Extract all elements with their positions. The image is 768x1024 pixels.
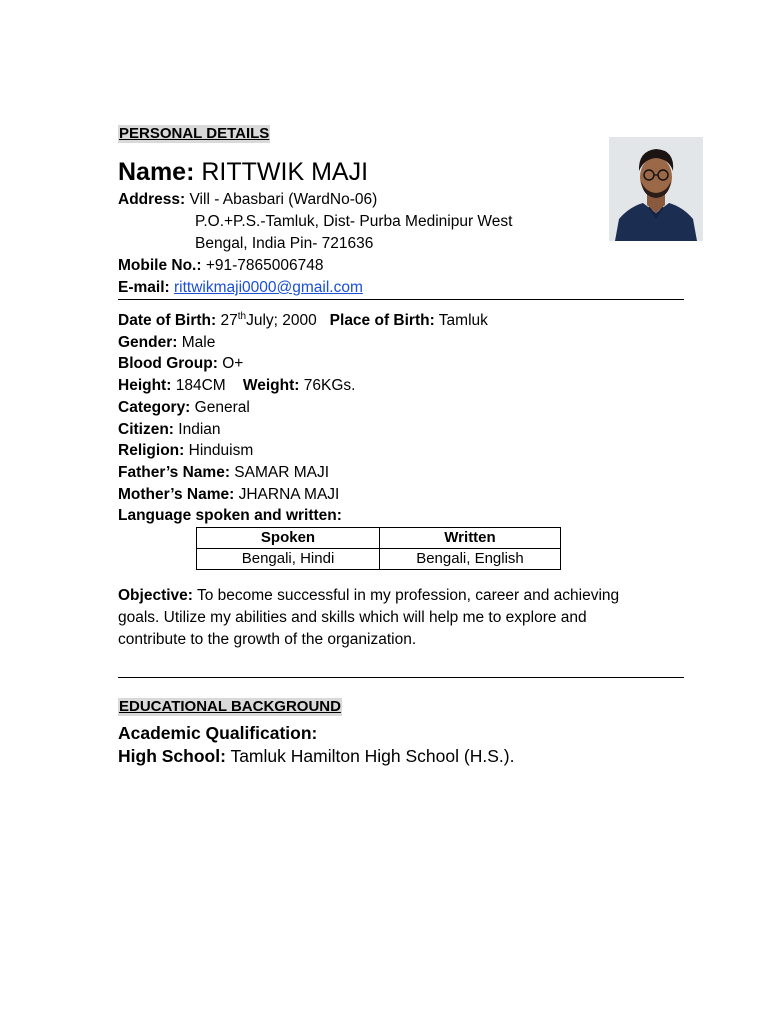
gender-row — [118, 333, 215, 353]
personal-details-heading: PERSONAL DETAILS — [119, 125, 270, 142]
name-line — [118, 157, 368, 187]
weight-label: Weight: — [242, 377, 300, 394]
address-row — [118, 190, 377, 210]
address-label: Address: — [118, 191, 186, 208]
category-label: Category: — [118, 399, 191, 416]
objective-label: Objective: — [118, 587, 193, 604]
high-school-label: High School: — [118, 746, 226, 766]
height-weight-row — [118, 376, 355, 396]
pob-label: Place of Birth: — [329, 312, 435, 329]
email-row — [118, 278, 363, 298]
name-value: RITTWIK MAJI — [201, 158, 369, 186]
mother-name-value: JHARNA MAJI — [238, 486, 340, 503]
mobile-value: +91-7865006748 — [205, 257, 324, 274]
father-name-label: Father’s Name: — [118, 464, 230, 481]
mother-name-label: Mother’s Name: — [118, 486, 235, 503]
blood-group-value: O+ — [222, 355, 244, 372]
email-link[interactable]: rittwikmaji0000@gmail.com — [174, 279, 363, 296]
citizen-value: Indian — [178, 421, 221, 438]
gender-label: Gender: — [118, 334, 178, 351]
citizen-label: Citizen: — [118, 421, 174, 438]
dob-rest: July; 2000 — [246, 312, 317, 329]
mobile-row — [118, 256, 324, 276]
citizen-row — [118, 420, 221, 440]
name-label: Name: — [118, 158, 195, 186]
language-row — [118, 506, 342, 526]
objective-text: To become successful in my profession, career and achieving goals. Utilize my abilities and skills which will help me to explore and contribute to the growth of the organization. — [118, 587, 620, 648]
email-label: E-mail: — [118, 279, 170, 296]
profile-photo — [609, 137, 703, 241]
dob-suffix: th — [237, 310, 247, 322]
objective-paragraph — [118, 585, 638, 651]
written-header: Written — [380, 528, 561, 549]
category-row — [118, 398, 250, 418]
blood-group-row — [118, 354, 243, 374]
written-cell: Bengali, English — [380, 549, 561, 570]
address-line-3: Bengal, India Pin- 721636 — [195, 235, 374, 252]
category-value: General — [194, 399, 250, 416]
table-row — [197, 549, 561, 570]
height-label: Height: — [118, 377, 172, 394]
language-table-header-row — [197, 528, 561, 549]
high-school-row — [118, 745, 514, 767]
religion-label: Religion: — [118, 442, 185, 459]
address-line-1: Vill - Abasbari (WardNo-06) — [189, 191, 378, 208]
father-name-value: SAMAR MAJI — [234, 464, 330, 481]
dob-day: 27 — [220, 312, 238, 329]
divider-2 — [118, 677, 684, 678]
mother-name-row — [118, 485, 339, 505]
educational-background-heading: EDUCATIONAL BACKGROUND — [119, 698, 341, 715]
father-name-row — [118, 463, 329, 483]
religion-value: Hinduism — [188, 442, 254, 459]
address-line-2: P.O.+P.S.-Tamluk, Dist- Purba Medinipur West — [195, 213, 513, 230]
academic-qualification-label: Academic Qualification: — [118, 723, 318, 743]
divider-1 — [118, 299, 684, 300]
language-table — [196, 527, 561, 570]
spoken-header: Spoken — [197, 528, 380, 549]
blood-group-label: Blood Group: — [118, 355, 218, 372]
dob-label: Date of Birth: — [118, 312, 217, 329]
height-value: 184CM — [175, 377, 226, 394]
religion-row — [118, 441, 253, 461]
weight-value: 76KGs. — [303, 377, 356, 394]
mobile-label: Mobile No.: — [118, 257, 202, 274]
pob-value: Tamluk — [438, 312, 488, 329]
language-label: Language spoken and written: — [118, 507, 342, 524]
profile-photo-image — [609, 137, 703, 241]
dob-row — [118, 311, 488, 331]
high-school-value: Tamluk Hamilton High School (H.S.). — [230, 746, 515, 766]
gender-value: Male — [181, 334, 216, 351]
spoken-cell: Bengali, Hindi — [197, 549, 380, 570]
